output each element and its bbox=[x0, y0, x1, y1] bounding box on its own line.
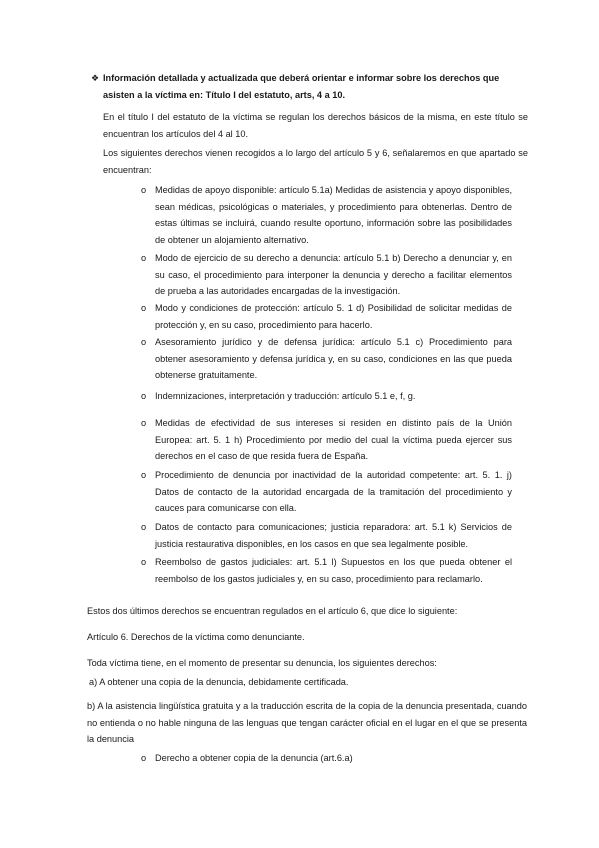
list-item bbox=[141, 250, 512, 300]
body-paragraph: Estos dos últimos derechos se encuentran regulados en el artículo 6, que dice lo siguiente: bbox=[87, 606, 458, 616]
intro-paragraph: En el título I del estatuto de la víctima se regulan los derechos básicos de la misma, en este título se encuentran los artículos del 4 al 10. bbox=[103, 112, 528, 139]
body-paragraph: a) A obtener una copia de la denuncia, debidamente certificada. bbox=[89, 677, 349, 687]
circle-bullet-icon: o bbox=[141, 522, 147, 532]
circle-bullet-icon: o bbox=[141, 185, 147, 195]
body-paragraph: Toda víctima tiene, en el momento de presentar su denuncia, los siguientes derechos: bbox=[87, 658, 437, 668]
list-item bbox=[141, 415, 512, 465]
list-item-text: Modo y condiciones de protección: artículo 5. 1 d) Posibilidad de solicitar medidas de protección y, en su caso, procedimiento para hacerlo. bbox=[155, 303, 512, 330]
body-paragraph: b) A la asistencia lingüística gratuita y a la traducción escrita de la copia de la denuncia presentada, cuando no entienda o no hable ninguna de las lenguas que tengan carácter oficial en el lugar en el que se presenta la denuncia bbox=[87, 701, 527, 745]
list-item bbox=[141, 554, 512, 587]
section-heading-text: Información detallada y actualizada que deberá orientar e informar sobre los derechos que asisten a la víctima en: Título I del estatuto, arts, 4 a 10. bbox=[103, 73, 500, 100]
list-item-text: Datos de contacto para comunicaciones; justicia reparadora: art. 5.1 k) Servicios de justicia restaurativa disponibles, en los casos en que sea legalmente posible. bbox=[155, 522, 512, 549]
circle-bullet-icon: o bbox=[141, 753, 147, 763]
list-item bbox=[141, 519, 512, 552]
circle-bullet-icon: o bbox=[141, 557, 147, 567]
rights-intro-paragraph: Los siguientes derechos vienen recogidos a lo largo del artículo 5 y 6, señalaremos en que apartado se encuentran: bbox=[103, 148, 528, 175]
circle-bullet-icon: o bbox=[141, 418, 147, 428]
list-item-text: Indemnizaciones, interpretación y traducción: artículo 5.1 e, f, g. bbox=[155, 391, 416, 401]
section-heading bbox=[91, 70, 513, 103]
list-item bbox=[141, 467, 512, 517]
list-item-text: Asesoramiento jurídico y de defensa jurídica: artículo 5.1 c) Procedimiento para obtener asesoramiento y defensa jurídica y, en su caso, condiciones en las que pueda obtenerse gratuitamente. bbox=[155, 337, 512, 381]
list-item-text: Modo de ejercicio de su derecho a denuncia: artículo 5.1 b) Derecho a denunciar y, en su caso, el procedimiento para interponer la denuncia y derecho a facilitar elementos de prueba a las autoridades encargadas de la investigación. bbox=[155, 253, 512, 297]
list-item-text: Reembolso de gastos judiciales: art. 5.1 l) Supuestos en los que pueda obtener el reembolso de los gastos judiciales y, en su caso, procedimiento para reclamarlo. bbox=[155, 557, 512, 584]
list-item-text: Procedimiento de denuncia por inactividad de la autoridad competente: art. 5. 1. j) Datos de contacto de la autoridad encargada de la tramitación del procedimiento y cauces para comunicarse con ella. bbox=[155, 470, 512, 514]
list-item bbox=[141, 388, 512, 405]
circle-bullet-icon: o bbox=[141, 337, 147, 347]
list-item-text: Medidas de efectividad de sus intereses si residen en distinto país de la Unión Europea: art. 5. 1 h) Procedimiento por medio del cual la víctima pueda ejercer sus derechos en el caso de que resida fuera de España. bbox=[155, 418, 512, 462]
diamond-bullet-icon: ❖ bbox=[91, 73, 100, 83]
list-item bbox=[141, 750, 512, 767]
list-item-text: Derecho a obtener copia de la denuncia (art.6.a) bbox=[155, 753, 353, 763]
article-title: Artículo 6. Derechos de la víctima como denunciante. bbox=[87, 632, 305, 642]
circle-bullet-icon: o bbox=[141, 303, 147, 313]
list-item bbox=[141, 300, 512, 333]
circle-bullet-icon: o bbox=[141, 391, 147, 401]
list-item bbox=[141, 182, 513, 248]
circle-bullet-icon: o bbox=[141, 470, 147, 480]
list-item bbox=[141, 334, 512, 384]
circle-bullet-icon: o bbox=[141, 253, 147, 263]
list-item-text: Medidas de apoyo disponible: artículo 5.1a) Medidas de asistencia y apoyo disponibles, sean médicas, psicológicas o materiales, y procedimiento para obtenerlas. Dentro de estas últimas se incluirá, cuando resulte oportuno, información sobre las posibilidades de obtener un alojamiento alternativo. bbox=[155, 185, 513, 245]
